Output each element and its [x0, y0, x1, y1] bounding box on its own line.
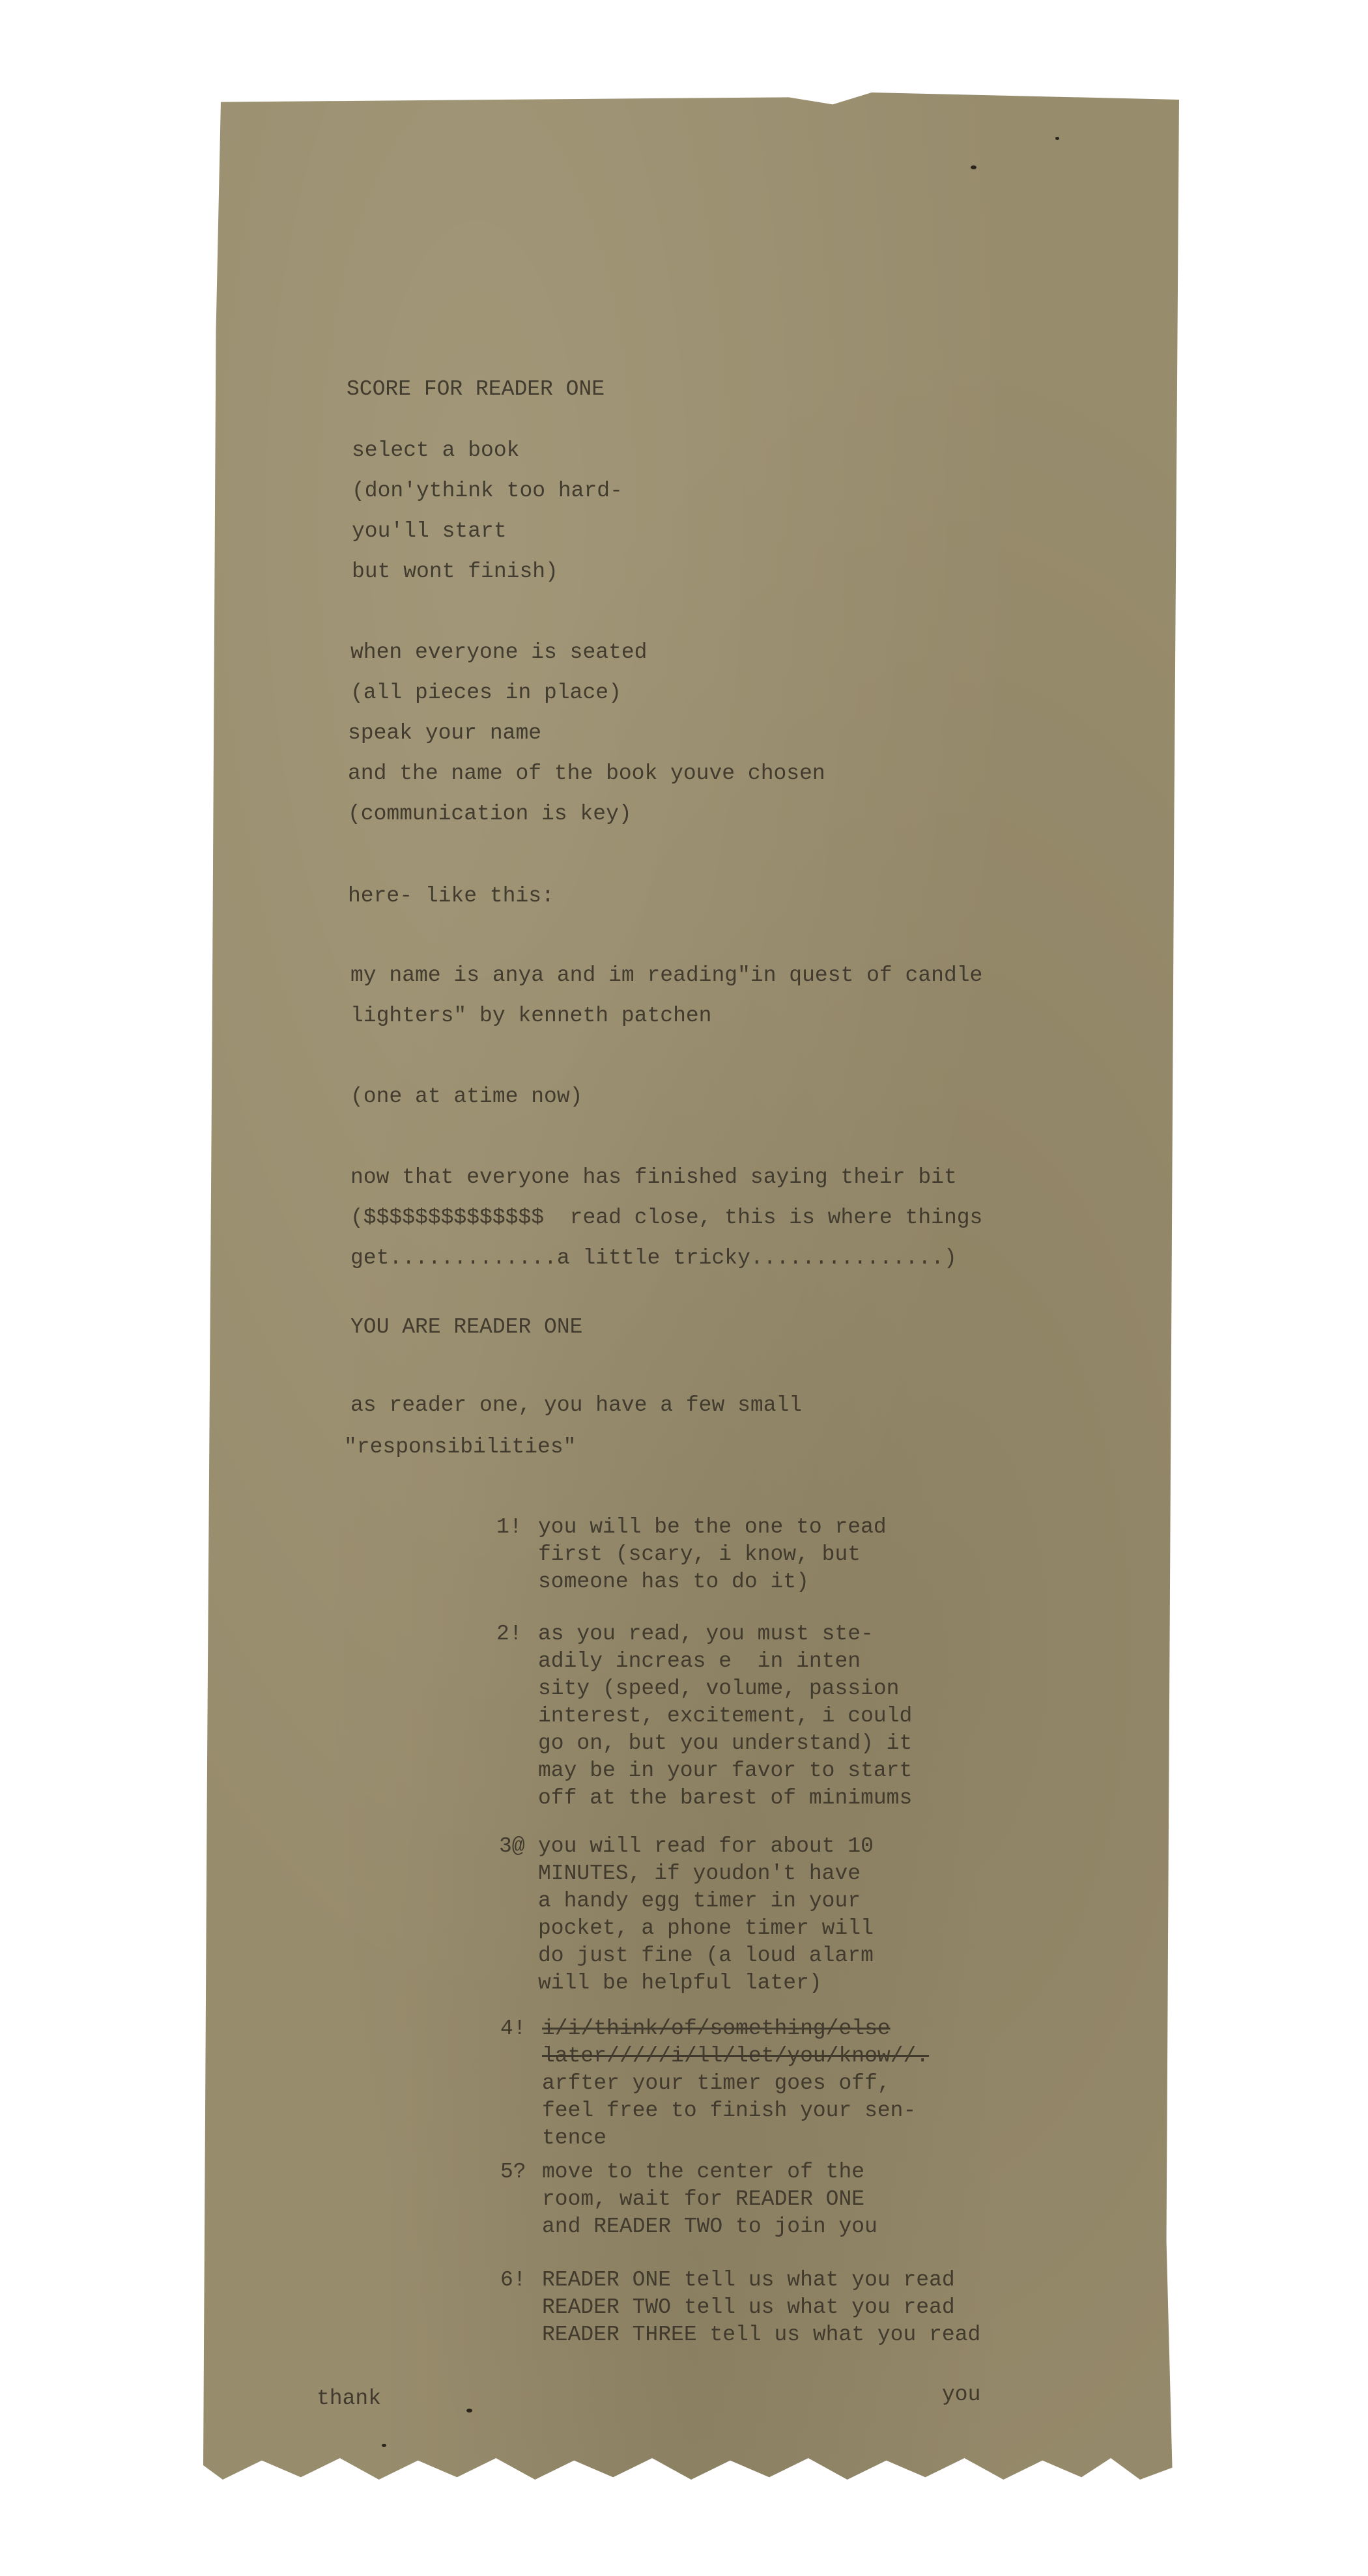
example-line: lighters" by kenneth patchen [350, 1004, 712, 1028]
item-line: interest, excitement, i could [538, 1704, 913, 1728]
footer-thank: thank [317, 2386, 382, 2411]
item-line: first (scary, i know, but [538, 1542, 861, 1566]
item-line: adily increas e in inten [538, 1649, 861, 1673]
item-line: off at the barest of minimums [538, 1786, 913, 1810]
stanza-1-line: select a book [352, 438, 520, 462]
item-line: you will read for about 10 [538, 1834, 874, 1858]
item-number: 2! [496, 1622, 522, 1646]
ink-fleck [382, 2444, 386, 2447]
item-line: READER TWO tell us what you read [542, 2295, 955, 2319]
item-number: 1! [496, 1515, 522, 1539]
stanza-2-line: and the name of the book youve chosen [348, 761, 825, 786]
item-line: move to the center of the [542, 2160, 865, 2184]
example-intro: here- like this: [348, 884, 554, 908]
struck-line: i/i/think/of/something/else [542, 2017, 891, 2041]
ink-fleck [971, 165, 976, 169]
item-line: and READER TWO to join you [542, 2215, 877, 2239]
item-number: 4! [500, 2017, 526, 2041]
stanza-1-line: you'll start [352, 519, 507, 543]
stanza-1-line: (don'ythink too hard- [352, 479, 623, 503]
struck-line: later/////i/ll/let/you/know//. [542, 2044, 930, 2068]
item-line: pocket, a phone timer will [538, 1916, 874, 1940]
stanza-3-line: get.............a little tricky...............) [350, 1246, 957, 1270]
item-line: sity (speed, volume, passion [538, 1677, 900, 1701]
item-number: 5? [500, 2160, 526, 2184]
stanza-2-line: speak your name [348, 721, 542, 745]
stanza-3-line: ($$$$$$$$$$$$$$ read close, this is where things [350, 1206, 983, 1230]
item-line: MINUTES, if youdon't have [538, 1861, 861, 1886]
item-line: READER ONE tell us what you read [542, 2268, 955, 2292]
item-number: 6! [500, 2268, 526, 2292]
score-title: SCORE FOR READER ONE [347, 377, 605, 401]
item-line: a handy egg timer in your [538, 1889, 861, 1913]
stanza-2-line: (all pieces in place) [350, 681, 621, 705]
item-number: 3@ [499, 1834, 525, 1858]
item-line: room, wait for READER ONE [542, 2187, 865, 2211]
item-line: as you read, you must ste- [538, 1622, 874, 1646]
item-line: you will be the one to read [538, 1515, 887, 1539]
example-line: my name is anya and im reading"in quest of candle [350, 963, 983, 987]
you-are-reader-one: YOU ARE READER ONE [350, 1315, 583, 1339]
item-line: may be in your favor to start [538, 1759, 913, 1783]
footer-you: you [942, 2383, 981, 2407]
stanza-2-line: when everyone is seated [350, 640, 648, 664]
item-line: do just fine (a loud alarm [538, 1944, 874, 1968]
item-line: feel free to finish your sen- [542, 2099, 917, 2123]
stanza-3-line: now that everyone has finished saying their bit [350, 1165, 957, 1189]
one-at-a-time: (one at atime now) [350, 1084, 583, 1109]
stanza-1-line: but wont finish) [352, 559, 558, 584]
item-line: go on, but you understand) it [538, 1731, 913, 1755]
stanza-2-line: (communication is key) [348, 802, 632, 826]
responsibilities-intro-line: "responsibilities" [344, 1435, 577, 1459]
item-line: someone has to do it) [538, 1570, 809, 1594]
item-line: will be helpful later) [538, 1971, 822, 1995]
ink-fleck [1055, 137, 1059, 140]
ink-fleck [466, 2409, 472, 2413]
responsibilities-intro-line: as reader one, you have a few small [350, 1393, 803, 1417]
item-line: tence [542, 2126, 607, 2150]
item-line: READER THREE tell us what you read [542, 2323, 981, 2347]
item-line: arfter your timer goes off, [542, 2071, 891, 2095]
